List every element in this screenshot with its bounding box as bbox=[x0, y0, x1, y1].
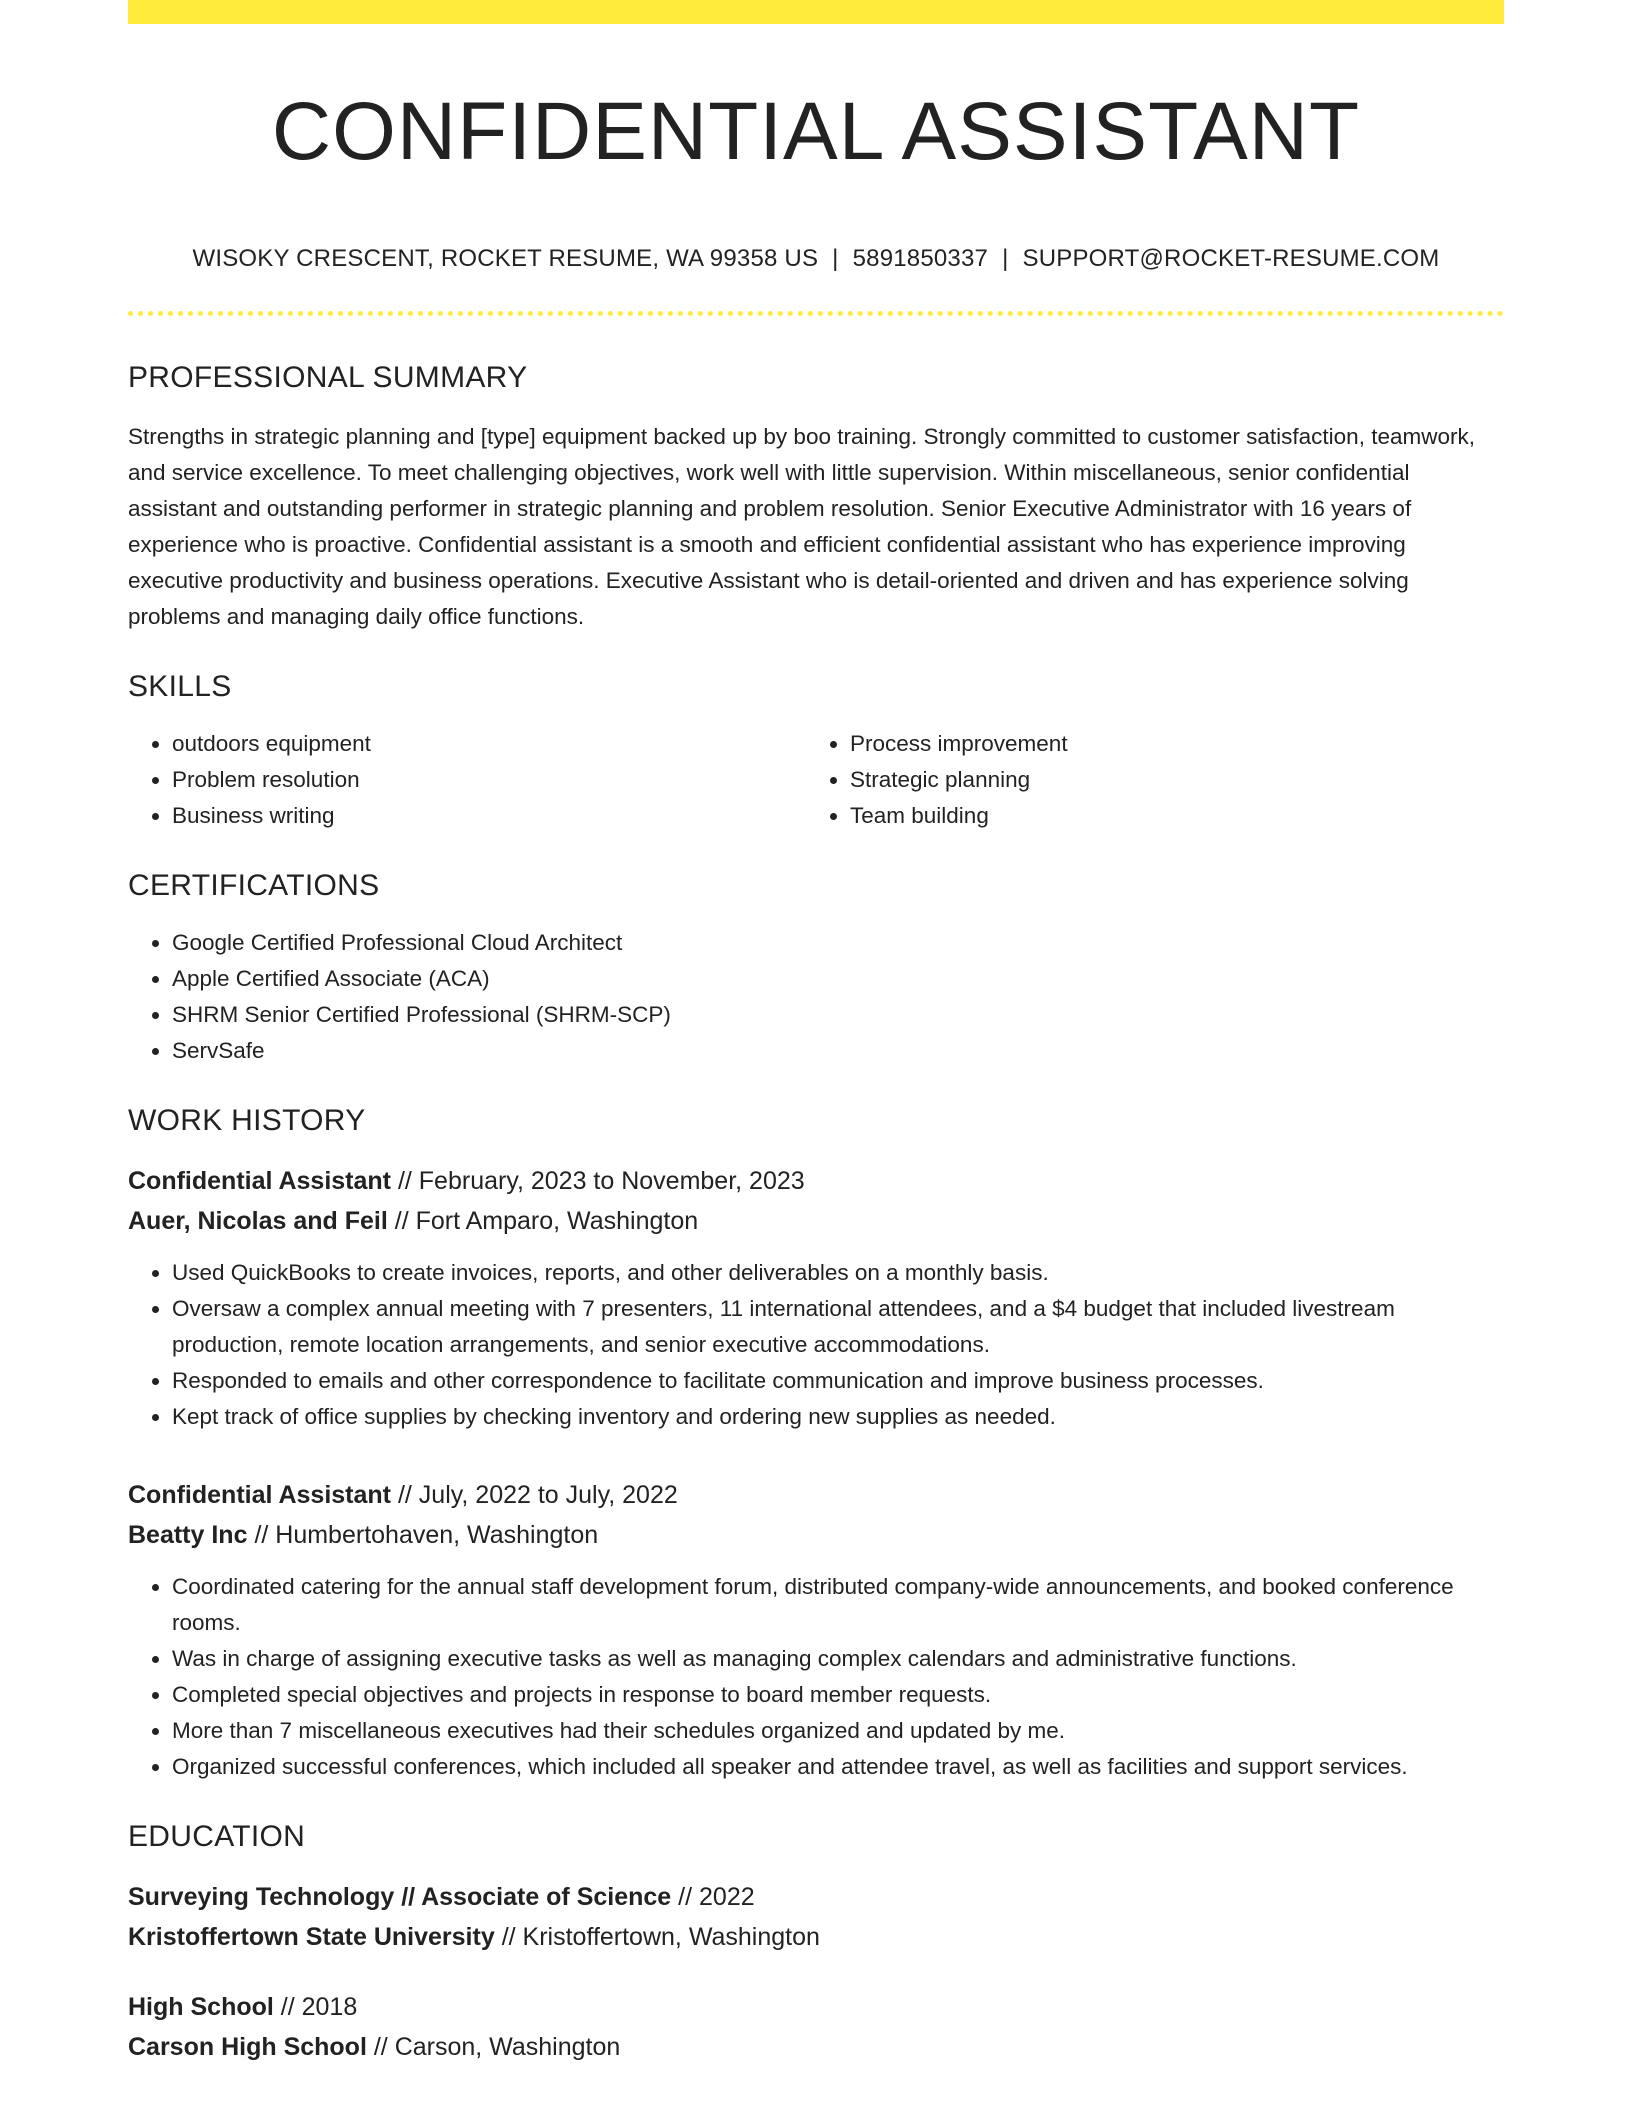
job-dates: // February, 2023 to November, 2023 bbox=[397, 1167, 805, 1195]
education-location: // Carson, Washington bbox=[373, 2033, 621, 2061]
job-role: Confidential Assistant bbox=[128, 1167, 391, 1195]
education-school: Carson High School bbox=[128, 2033, 367, 2061]
dotted-divider bbox=[128, 311, 1504, 316]
job-bullet: • Completed special objectives and projects in response to board member requests. bbox=[172, 1677, 1504, 1713]
work-history-heading: WORK HISTORY bbox=[128, 1104, 366, 1137]
skill-item: • Business writing bbox=[172, 798, 806, 834]
job-title-line bbox=[128, 1161, 1504, 1201]
education-year: // 2022 bbox=[678, 1883, 755, 1911]
job-bullet: • Coordinated catering for the annual staff development forum, distributed company-wide announcements, and booked conference rooms. bbox=[172, 1569, 1504, 1641]
job-bullet: • Used QuickBooks to create invoices, reports, and other deliverables on a monthly basis. bbox=[172, 1255, 1504, 1291]
job-entry bbox=[128, 1161, 1504, 1435]
education-heading: EDUCATION bbox=[128, 1820, 306, 1853]
education-school-line bbox=[128, 1917, 1504, 1957]
job-dates: // July, 2022 to July, 2022 bbox=[397, 1481, 678, 1509]
accent-top-bar bbox=[128, 0, 1504, 24]
skill-item: • outdoors equipment bbox=[172, 726, 806, 762]
job-title-line bbox=[128, 1475, 1504, 1515]
education-degree: Surveying Technology // Associate of Science bbox=[128, 1883, 672, 1911]
education-degree-line bbox=[128, 1987, 1504, 2027]
job-company: Auer, Nicolas and Feil bbox=[128, 1207, 388, 1235]
education-school-line bbox=[128, 2027, 1504, 2067]
skills-column-left bbox=[128, 726, 806, 834]
education-school: Kristoffertown State University bbox=[128, 1923, 495, 1951]
resume-page bbox=[128, 0, 1504, 2067]
contact-email[interactable]: SUPPORT@ROCKET-RESUME.COM bbox=[1022, 245, 1440, 272]
certification-item: • ServSafe bbox=[172, 1033, 1504, 1069]
contact-separator: | bbox=[832, 245, 839, 272]
job-bullet: • Kept track of office supplies by checking inventory and ordering new supplies as needed. bbox=[172, 1399, 1504, 1435]
job-bullet: • Responded to emails and other correspondence to facilitate communication and improve business processes. bbox=[172, 1363, 1504, 1399]
summary-heading: PROFESSIONAL SUMMARY bbox=[128, 361, 528, 394]
job-location: // Fort Amparo, Washington bbox=[394, 1207, 699, 1235]
job-company-line bbox=[128, 1515, 1504, 1555]
certification-item: • Google Certified Professional Cloud Architect bbox=[172, 925, 1504, 961]
contact-line bbox=[128, 244, 1504, 274]
job-bullet: • More than 7 miscellaneous executives had their schedules organized and updated by me. bbox=[172, 1713, 1504, 1749]
contact-phone: 5891850337 bbox=[852, 245, 989, 272]
education-entry bbox=[128, 1987, 1504, 2067]
education-year: // 2018 bbox=[280, 1993, 358, 2021]
skills-column-right bbox=[806, 726, 1484, 834]
job-role: Confidential Assistant bbox=[128, 1481, 391, 1509]
certifications-list bbox=[128, 925, 1504, 1069]
job-company-line bbox=[128, 1201, 1504, 1241]
job-bullet: • Oversaw a complex annual meeting with 7 presenters, 11 international attendees, and a $4 budget that included livestream production, remote location arrangements, and senior executive accommodations. bbox=[172, 1291, 1504, 1363]
job-bullets bbox=[128, 1255, 1504, 1435]
job-entry bbox=[128, 1475, 1504, 1785]
certification-item: • Apple Certified Associate (ACA) bbox=[172, 961, 1504, 997]
education-degree-line bbox=[128, 1877, 1504, 1917]
education-degree: High School bbox=[128, 1993, 274, 2021]
skill-item: • Process improvement bbox=[850, 726, 1484, 762]
education-location: // Kristoffertown, Washington bbox=[501, 1923, 820, 1951]
job-bullet: • Organized successful conferences, which included all speaker and attendee travel, as well as facilities and support services. bbox=[172, 1749, 1504, 1785]
certification-item: • SHRM Senior Certified Professional (SHRM-SCP) bbox=[172, 997, 1504, 1033]
certifications-heading: CERTIFICATIONS bbox=[128, 869, 380, 902]
education-entry bbox=[128, 1877, 1504, 1957]
job-bullets bbox=[128, 1569, 1504, 1785]
skill-item: • Problem resolution bbox=[172, 762, 806, 798]
contact-separator: | bbox=[1002, 245, 1009, 272]
job-bullet: • Was in charge of assigning executive tasks as well as managing complex calendars and administrative functions. bbox=[172, 1641, 1504, 1677]
job-location: // Humbertohaven, Washington bbox=[254, 1521, 599, 1549]
job-company: Beatty Inc bbox=[128, 1521, 248, 1549]
skills-heading: SKILLS bbox=[128, 670, 232, 703]
summary-text: Strengths in strategic planning and [type] equipment backed up by boo training. Strongly committed to customer satisfaction, teamwork, and service excellence. To meet challenging objectives, work well with little supervision. Within miscellaneous, senior confidential assistant and outstanding performer in strategic planning and problem resolution. Senior Executive Administrator with 16 years of experience who is proactive. Confidential assistant is a smooth and efficient confidential assistant who has experience improving executive productivity and business operations. Executive Assistant who is detail-oriented and driven and has experience solving problems and managing daily office functions. bbox=[128, 424, 1475, 629]
resume-name: CONFIDENTIAL ASSISTANT bbox=[271, 86, 1361, 177]
skill-item: • Strategic planning bbox=[850, 762, 1484, 798]
skills-list bbox=[128, 726, 1504, 834]
contact-address: WISOKY CRESCENT, ROCKET RESUME, WA 99358 US bbox=[192, 245, 819, 272]
skill-item: • Team building bbox=[850, 798, 1484, 834]
